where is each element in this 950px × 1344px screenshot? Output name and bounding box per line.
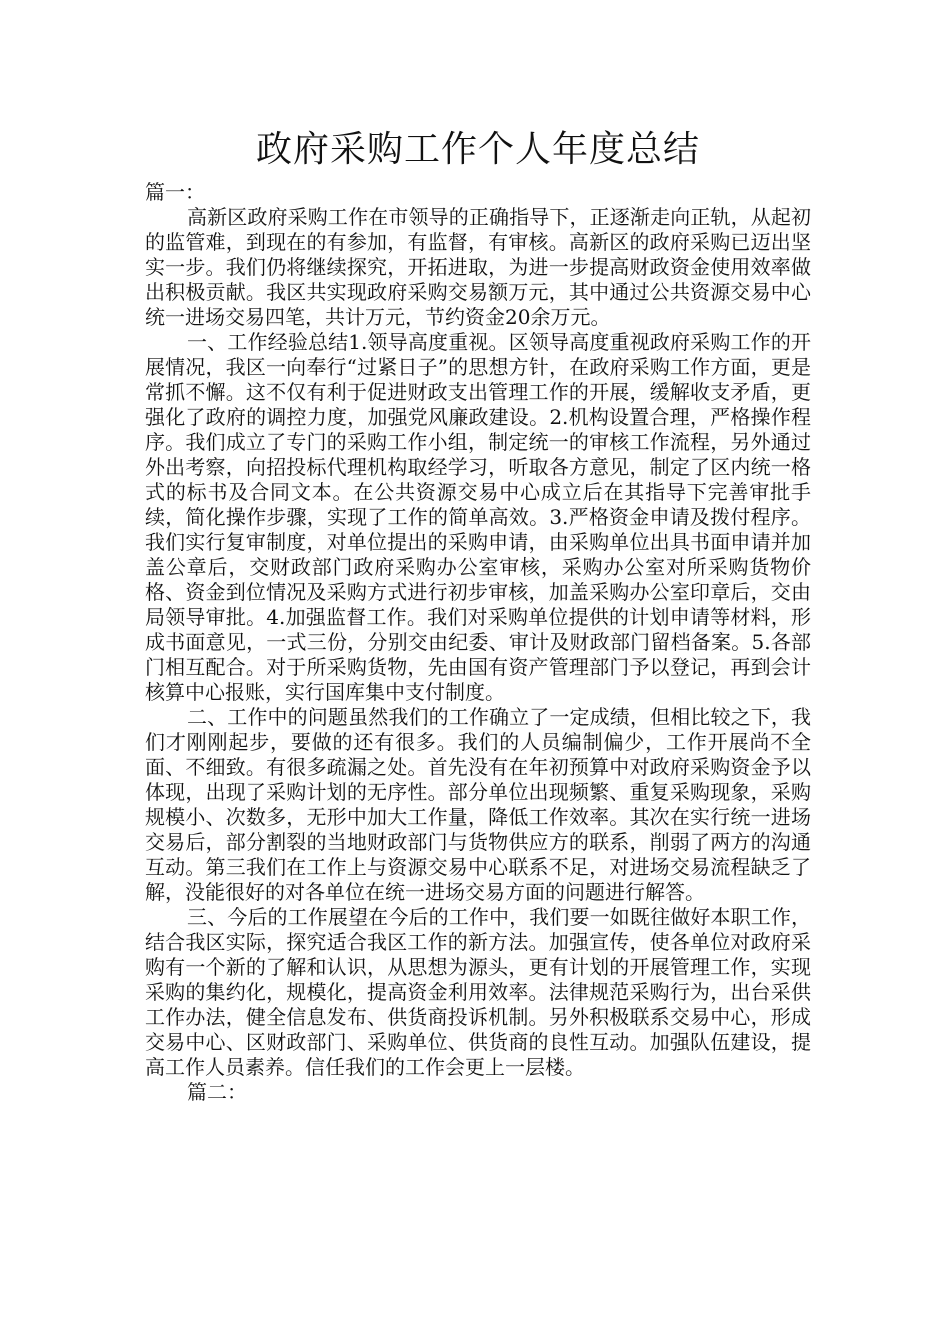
paragraph-outlook: 三、今后的工作展望在今后的工作中，我们要一如既往做好本职工作，结合我区实际，探究适合我区工作的新方法。加强宣传，使各单位对政府采购有一个新的了解和认识，从思想为源头，更有计划的开展管理工作，实现采购的集约化，规模化，提高资金利用效率。法律规范采购行为，出台采供工作办法，健全信息发布、供货商投诉机制。另外积极联系交易中心，形成交易中心、区财政部门、采购单位、供货商的良性互动。加强队伍建设，提高工作人员素养。信任我们的工作会更上一层楼。 [145,905,811,1079]
document-page [145,122,811,1105]
paragraph-problems: 二、工作中的问题虽然我们的工作确立了一定成绩，但相比较之下，我们才刚刚起步，要做的还有很多。我们的人员编制偏少，工作开展尚不全面、不细致。有很多疏漏之处。首先没有在年初预算中对政府采购资金予以体现，出现了采购计划的无序性。部分单位出现频繁、重复采购现象，采购规模小、次数多，无形中加大工作量，降低工作效率。其次在实行统一进场交易后，部分割裂的当地财政部门与货物供应方的联系，削弱了两方的沟通互动。第三我们在工作上与资源交易中心联系不足，对进场交易流程缺乏了解，没能很好的对各单位在统一进场交易方面的问题进行解答。 [145,705,811,904]
paragraph-experience-summary: 一、工作经验总结1.领导高度重视。区领导高度重视政府采购工作的开展情况，我区一向奉行“过紧日子”的思想方针，在政府采购工作方面，更是常抓不懈。这不仅有利于促进财政支出管理工作的开展，缓解收支矛盾，更强化了政府的调控力度，加强党风廉政建设。2.机构设置合理，严格操作程序。我们成立了专门的采购工作小组，制定统一的审核工作流程，另外通过外出考察，向招投标代理机构取经学习，听取各方意见，制定了区内统一格式的标书及合同文本。在公共资源交易中心成立后在其指导下完善审批手续，简化操作步骤，实现了工作的简单高效。3.严格资金申请及拨付程序。我们实行复审制度，对单位提出的采购申请，由采购单位出具书面申请并加盖公章后，交财政部门政府采购办公室审核，采购办公室对所采购货物价格、资金到位情况及采购方式进行初步审核，加盖采购办公室印章后，交由局领导审批。4.加强监督工作。我们对采购单位提供的计划申请等材料，形成书面意见，一式三份，分别交由纪委、审计及财政部门留档备案。5.各部门相互配合。对于所采购货物，先由国有资产管理部门予以登记，再到会计核算中心报账，实行国库集中支付制度。 [145,330,811,704]
document-title: 政府采购工作个人年度总结 [255,129,700,170]
paragraph-intro: 高新区政府采购工作在市领导的正确指导下，正逐渐走向正轨，从起初的监管难，到现在的有参加，有监督，有审核。高新区的政府采购已迈出坚实一步。我们仍将继续探究，开拓进取，为进一步提高财政资金使用效率做出积极贡献。我区共实现政府采购交易额万元，其中通过公共资源交易中心统一进场交易四笔，共计万元，节约资金20余万元。 [145,205,811,329]
section-label-1: 篇一： [145,180,205,204]
section-label-2: 篇二： [187,1080,247,1104]
